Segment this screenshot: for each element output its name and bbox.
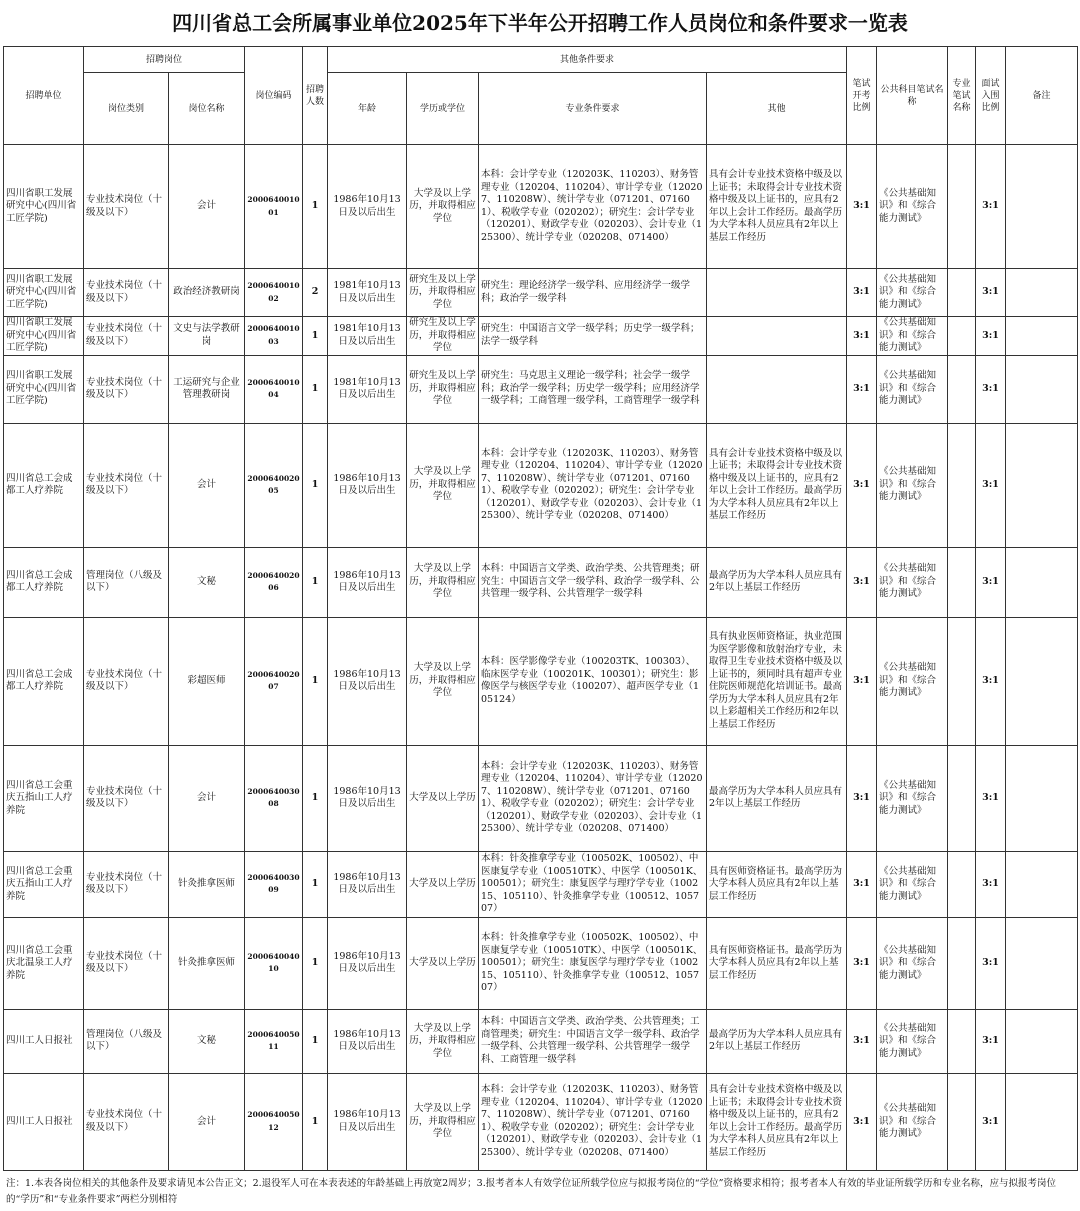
category-cell: 专业技术岗位（十级及以下）: [84, 423, 169, 547]
age-cell: 1986年10月13日及以后出生: [328, 745, 407, 851]
count-cell: 1: [303, 851, 328, 917]
post-name-cell: 文秘: [169, 547, 245, 617]
subject-cell: 《公共基础知识》和《综合能力测试》: [877, 547, 948, 617]
subject-cell: 《公共基础知识》和《综合能力测试》: [877, 1009, 948, 1073]
post-name-cell: 会计: [169, 745, 245, 851]
category-cell: 专业技术岗位（十级及以下）: [84, 1073, 169, 1170]
category-cell: 专业技术岗位（十级及以下）: [84, 145, 169, 269]
page-title: 四川省总工会所属事业单位2025年下半年公开招聘工作人员岗位和条件要求一览表: [172, 11, 908, 35]
ratio-cell: 3:1: [847, 917, 877, 1009]
header-other-group: 其他条件要求: [328, 47, 847, 73]
subject-cell: 《公共基础知识》和《综合能力测试》: [877, 917, 948, 1009]
code-cell: 200064005011: [245, 1009, 303, 1073]
count-cell: 1: [303, 745, 328, 851]
edu-cell: 研究生及以上学历，并取得相应学位: [407, 355, 479, 423]
table-row: [4, 745, 1078, 851]
interview-cell: 3:1: [976, 617, 1006, 745]
edu-cell: 大学及以上学历: [407, 917, 479, 1009]
interview-cell: 3:1: [976, 423, 1006, 547]
remark-cell: [1006, 745, 1078, 851]
unit-cell: 四川省总工会重庆五指山工人疗养院: [4, 745, 84, 851]
remark-cell: [1006, 917, 1078, 1009]
subject-cell: 《公共基础知识》和《综合能力测试》: [877, 317, 948, 356]
major-cell: 本科：会计学专业（120203K、110203）、财务管理专业（120204、110204）、审计学专业（120207、110208W）、统计学专业（071201、071601）、税收学专业（020202）；研究生：会计学专业（120201）、财政学专业（020203）、会计专业（125300）、统计学专业（020208、071400）: [479, 145, 707, 269]
ratio-cell: 3:1: [847, 145, 877, 269]
age-cell: 1986年10月13日及以后出生: [328, 423, 407, 547]
table-row: [4, 547, 1078, 617]
pro-cell: [948, 547, 976, 617]
major-cell: 本科：针灸推拿学专业（100502K、100502）、中医康复学专业（100510TK）、中医学（100501K、100501）；研究生：康复医学与理疗学专业（100215、105110）、针灸推拿学专业（100512、105707）: [479, 851, 707, 917]
major-cell: 本科：会计学专业（120203K、110203）、财务管理专业（120204、110204）、审计学专业（120207、110208W）、统计学专业（071201、071601）、税收学专业（020202）；研究生：会计学专业（120201）、财政学专业（020203）、会计专业（125300）、统计学专业（020208、071400）: [479, 745, 707, 851]
remark-cell: [1006, 617, 1078, 745]
code-cell: 200064002006: [245, 547, 303, 617]
table-row: [4, 917, 1078, 1009]
major-cell: 本科：医学影像学专业（100203TK、100303）、临床医学专业（100201K、100301）；研究生：影像医学与核医学专业（100207）、超声医学专业（105124）: [479, 617, 707, 745]
pro-cell: [948, 1009, 976, 1073]
ratio-cell: 3:1: [847, 423, 877, 547]
category-cell: 专业技术岗位（十级及以下）: [84, 851, 169, 917]
header-edu: 学历或学位: [407, 73, 479, 145]
age-cell: 1981年10月13日及以后出生: [328, 355, 407, 423]
unit-cell: 四川省总工会成都工人疗养院: [4, 547, 84, 617]
pro-cell: [948, 423, 976, 547]
table-row: [4, 355, 1078, 423]
remark-cell: [1006, 423, 1078, 547]
interview-cell: 3:1: [976, 145, 1006, 269]
other-cell: 具有会计专业技术资格中级及以上证书；未取得会计专业技术资格中级及以上证书的，应具有2年以上会计工作经历。最高学历为大学本科人员应具有2年以上基层工作经历: [707, 145, 847, 269]
pro-cell: [948, 145, 976, 269]
pro-cell: [948, 269, 976, 317]
other-cell: 最高学历为大学本科人员应具有2年以上基层工作经历: [707, 547, 847, 617]
count-cell: 1: [303, 317, 328, 356]
edu-cell: 大学及以上学历，并取得相应学位: [407, 1073, 479, 1170]
header-remark: 备注: [1006, 47, 1078, 145]
major-cell: 本科：中国语言文学类、政治学类、公共管理类；工商管理类；研究生：中国语言文学一级学科、政治学一级学科、公共管理一级学科、公共管理学一级学科、工商管理一级学科: [479, 1009, 707, 1073]
ratio-cell: 3:1: [847, 1009, 877, 1073]
header-name: 岗位名称: [169, 73, 245, 145]
age-cell: 1986年10月13日及以后出生: [328, 1009, 407, 1073]
subject-cell: 《公共基础知识》和《综合能力测试》: [877, 269, 948, 317]
post-name-cell: 会计: [169, 1073, 245, 1170]
code-cell: 200064003008: [245, 745, 303, 851]
pro-cell: [948, 917, 976, 1009]
age-cell: 1981年10月13日及以后出生: [328, 269, 407, 317]
count-cell: 1: [303, 423, 328, 547]
post-name-cell: 工运研究与企业管理教研岗: [169, 355, 245, 423]
interview-cell: 3:1: [976, 1009, 1006, 1073]
table-row: [4, 423, 1078, 547]
age-cell: 1981年10月13日及以后出生: [328, 317, 407, 356]
pro-cell: [948, 355, 976, 423]
count-cell: 1: [303, 617, 328, 745]
ratio-cell: 3:1: [847, 1073, 877, 1170]
edu-cell: 大学及以上学历，并取得相应学位: [407, 547, 479, 617]
age-cell: 1986年10月13日及以后出生: [328, 145, 407, 269]
subject-cell: 《公共基础知识》和《综合能力测试》: [877, 617, 948, 745]
edu-cell: 大学及以上学历，并取得相应学位: [407, 1009, 479, 1073]
unit-cell: 四川省总工会重庆北温泉工人疗养院: [4, 917, 84, 1009]
code-cell: 200064004010: [245, 917, 303, 1009]
edu-cell: 研究生及以上学历，并取得相应学位: [407, 269, 479, 317]
code-cell: 200064003009: [245, 851, 303, 917]
count-cell: 2: [303, 269, 328, 317]
other-cell: 具有医师资格证书。最高学历为大学本科人员应具有2年以上基层工作经历: [707, 851, 847, 917]
count-cell: 1: [303, 145, 328, 269]
category-cell: 专业技术岗位（十级及以下）: [84, 745, 169, 851]
code-cell: 200064001004: [245, 355, 303, 423]
count-cell: 1: [303, 355, 328, 423]
table-row: [4, 317, 1078, 356]
interview-cell: 3:1: [976, 851, 1006, 917]
code-cell: 200064001003: [245, 317, 303, 356]
subject-cell: 《公共基础知识》和《综合能力测试》: [877, 851, 948, 917]
unit-cell: 四川省职工发展研究中心(四川省工匠学院): [4, 145, 84, 269]
table-row: [4, 851, 1078, 917]
category-cell: 管理岗位（八级及以下）: [84, 547, 169, 617]
count-cell: 1: [303, 917, 328, 1009]
remark-cell: [1006, 269, 1078, 317]
code-cell: 200064005012: [245, 1073, 303, 1170]
category-cell: 专业技术岗位（十级及以下）: [84, 269, 169, 317]
interview-cell: 3:1: [976, 355, 1006, 423]
subject-cell: 《公共基础知识》和《综合能力测试》: [877, 423, 948, 547]
post-name-cell: 文史与法学教研岗: [169, 317, 245, 356]
subject-cell: 《公共基础知识》和《综合能力测试》: [877, 145, 948, 269]
header-subject: 公共科目笔试名称: [877, 47, 948, 145]
unit-cell: 四川省职工发展研究中心(四川省工匠学院): [4, 355, 84, 423]
category-cell: 专业技术岗位（十级及以下）: [84, 617, 169, 745]
interview-cell: 3:1: [976, 1073, 1006, 1170]
edu-cell: 大学及以上学历: [407, 745, 479, 851]
major-cell: 研究生：中国语言文学一级学科；历史学一级学科；法学一级学科: [479, 317, 707, 356]
header-interview: 面试入围比例: [976, 47, 1006, 145]
code-cell: 200064002007: [245, 617, 303, 745]
post-name-cell: 会计: [169, 145, 245, 269]
header-major: 专业条件要求: [479, 73, 707, 145]
age-cell: 1986年10月13日及以后出生: [328, 1073, 407, 1170]
post-name-cell: 会计: [169, 423, 245, 547]
age-cell: 1986年10月13日及以后出生: [328, 547, 407, 617]
subject-cell: 《公共基础知识》和《综合能力测试》: [877, 355, 948, 423]
pro-cell: [948, 745, 976, 851]
unit-cell: 四川工人日报社: [4, 1073, 84, 1170]
unit-cell: 四川省职工发展研究中心(四川省工匠学院): [4, 317, 84, 356]
header-unit: 招聘单位: [4, 47, 84, 145]
other-cell: [707, 355, 847, 423]
edu-cell: 大学及以上学历，并取得相应学位: [407, 145, 479, 269]
table-row: [4, 617, 1078, 745]
header-code: 岗位编码: [245, 47, 303, 145]
other-cell: 最高学历为大学本科人员应具有2年以上基层工作经历: [707, 745, 847, 851]
header-other: 其他: [707, 73, 847, 145]
category-cell: 管理岗位（八级及以下）: [84, 1009, 169, 1073]
other-cell: 具有医师资格证书。最高学历为大学本科人员应具有2年以上基层工作经历: [707, 917, 847, 1009]
remark-cell: [1006, 1073, 1078, 1170]
header-pro: 专业笔试名称: [948, 47, 976, 145]
category-cell: 专业技术岗位（十级及以下）: [84, 917, 169, 1009]
unit-cell: 四川省总工会重庆五指山工人疗养院: [4, 851, 84, 917]
header-category: 岗位类别: [84, 73, 169, 145]
footnote: 注：1.本表各岗位相关的其他条件及要求请见本公告正文；2.退役军人可在本表表述的年龄基础上再放宽2周岁；3.报考者本人有效学位证所载学位应与拟报考岗位的“学位”资格要求相符；报考者本人有效的毕业证所载学历和专业名称，应与拟报考岗位的“学历”和“专业条件要求”两栏分别相符: [6, 1178, 1056, 1205]
interview-cell: 3:1: [976, 317, 1006, 356]
header-count: 招聘人数: [303, 47, 328, 145]
ratio-cell: 3:1: [847, 547, 877, 617]
unit-cell: 四川省职工发展研究中心(四川省工匠学院): [4, 269, 84, 317]
remark-cell: [1006, 145, 1078, 269]
subject-cell: 《公共基础知识》和《综合能力测试》: [877, 745, 948, 851]
major-cell: 本科：中国语言文学类、政治学类、公共管理类；研究生：中国语言文学一级学科、政治学一级学科、公共管理一级学科、公共管理学一级学科: [479, 547, 707, 617]
ratio-cell: 3:1: [847, 355, 877, 423]
table-row: [4, 1073, 1078, 1170]
edu-cell: 大学及以上学历，并取得相应学位: [407, 617, 479, 745]
post-name-cell: 文秘: [169, 1009, 245, 1073]
age-cell: 1986年10月13日及以后出生: [328, 917, 407, 1009]
pro-cell: [948, 1073, 976, 1170]
edu-cell: 大学及以上学历: [407, 851, 479, 917]
remark-cell: [1006, 355, 1078, 423]
ratio-cell: 3:1: [847, 851, 877, 917]
header-ratio: 笔试开考比例: [847, 47, 877, 145]
code-cell: 200064002005: [245, 423, 303, 547]
unit-cell: 四川省总工会成都工人疗养院: [4, 423, 84, 547]
remark-cell: [1006, 851, 1078, 917]
recruitment-table: [3, 46, 1078, 1171]
major-cell: 研究生：马克思主义理论一级学科；社会学一级学科；政治学一级学科；历史学一级学科；应用经济学一级学科；工商管理一级学科，工商管理学一级学科: [479, 355, 707, 423]
subject-cell: 《公共基础知识》和《综合能力测试》: [877, 1073, 948, 1170]
pro-cell: [948, 851, 976, 917]
age-cell: 1986年10月13日及以后出生: [328, 617, 407, 745]
post-name-cell: 彩超医师: [169, 617, 245, 745]
unit-cell: 四川省总工会成都工人疗养院: [4, 617, 84, 745]
remark-cell: [1006, 547, 1078, 617]
other-cell: 最高学历为大学本科人员应具有2年以上基层工作经历: [707, 1009, 847, 1073]
header-post-group: 招聘岗位: [84, 47, 245, 73]
major-cell: 本科：会计学专业（120203K、110203）、财务管理专业（120204、110204）、审计学专业（120207、110208W）、统计学专业（071201、071601）、税收学专业（020202）；研究生：会计学专业（120201）、财政学专业（020203）、会计专业（125300）、统计学专业（020208、071400）: [479, 1073, 707, 1170]
other-cell: [707, 317, 847, 356]
interview-cell: 3:1: [976, 745, 1006, 851]
table-row: [4, 269, 1078, 317]
interview-cell: 3:1: [976, 917, 1006, 1009]
edu-cell: 研究生及以上学历，并取得相应学位: [407, 317, 479, 356]
post-name-cell: 政治经济教研岗: [169, 269, 245, 317]
ratio-cell: 3:1: [847, 745, 877, 851]
code-cell: 200064001002: [245, 269, 303, 317]
category-cell: 专业技术岗位（十级及以下）: [84, 355, 169, 423]
count-cell: 1: [303, 1009, 328, 1073]
header-age: 年龄: [328, 73, 407, 145]
unit-cell: 四川工人日报社: [4, 1009, 84, 1073]
ratio-cell: 3:1: [847, 617, 877, 745]
post-name-cell: 针灸推拿医师: [169, 851, 245, 917]
pro-cell: [948, 317, 976, 356]
age-cell: 1986年10月13日及以后出生: [328, 851, 407, 917]
ratio-cell: 3:1: [847, 317, 877, 356]
other-cell: [707, 269, 847, 317]
other-cell: 具有会计专业技术资格中级及以上证书；未取得会计专业技术资格中级及以上证书的，应具有2年以上会计工作经历。最高学历为大学本科人员应具有2年以上基层工作经历: [707, 423, 847, 547]
major-cell: 本科：会计学专业（120203K、110203）、财务管理专业（120204、110204）、审计学专业（120207、110208W）、统计学专业（071201、071601）、税收学专业（020202）；研究生：会计学专业（120201）、财政学专业（020203）、会计专业（125300）、统计学专业（020208、071400）: [479, 423, 707, 547]
category-cell: 专业技术岗位（十级及以下）: [84, 317, 169, 356]
table-row: [4, 1009, 1078, 1073]
other-cell: 具有会计专业技术资格中级及以上证书；未取得会计专业技术资格中级及以上证书的，应具有2年以上会计工作经历。最高学历为大学本科人员应具有2年以上基层工作经历: [707, 1073, 847, 1170]
pro-cell: [948, 617, 976, 745]
remark-cell: [1006, 1009, 1078, 1073]
post-name-cell: 针灸推拿医师: [169, 917, 245, 1009]
other-cell: 具有执业医师资格证，执业范围为医学影像和放射治疗专业，未取得卫生专业技术资格中级及以上证书的，须同时具有超声专业住院医师规范化培训证书。最高学历为大学本科人员应具有2年以上彩超相关工作经历和2年以上基层工作经历: [707, 617, 847, 745]
table-row: [4, 145, 1078, 269]
major-cell: 本科：针灸推拿学专业（100502K、100502）、中医康复学专业（100510TK）、中医学（100501K、100501）；研究生：康复医学与理疗学专业（100215、105110）、针灸推拿学专业（100512、105707）: [479, 917, 707, 1009]
code-cell: 200064001001: [245, 145, 303, 269]
interview-cell: 3:1: [976, 547, 1006, 617]
major-cell: 研究生：理论经济学一级学科、应用经济学一级学科；政治学一级学科: [479, 269, 707, 317]
remark-cell: [1006, 317, 1078, 356]
count-cell: 1: [303, 547, 328, 617]
count-cell: 1: [303, 1073, 328, 1170]
edu-cell: 大学及以上学历，并取得相应学位: [407, 423, 479, 547]
interview-cell: 3:1: [976, 269, 1006, 317]
ratio-cell: 3:1: [847, 269, 877, 317]
